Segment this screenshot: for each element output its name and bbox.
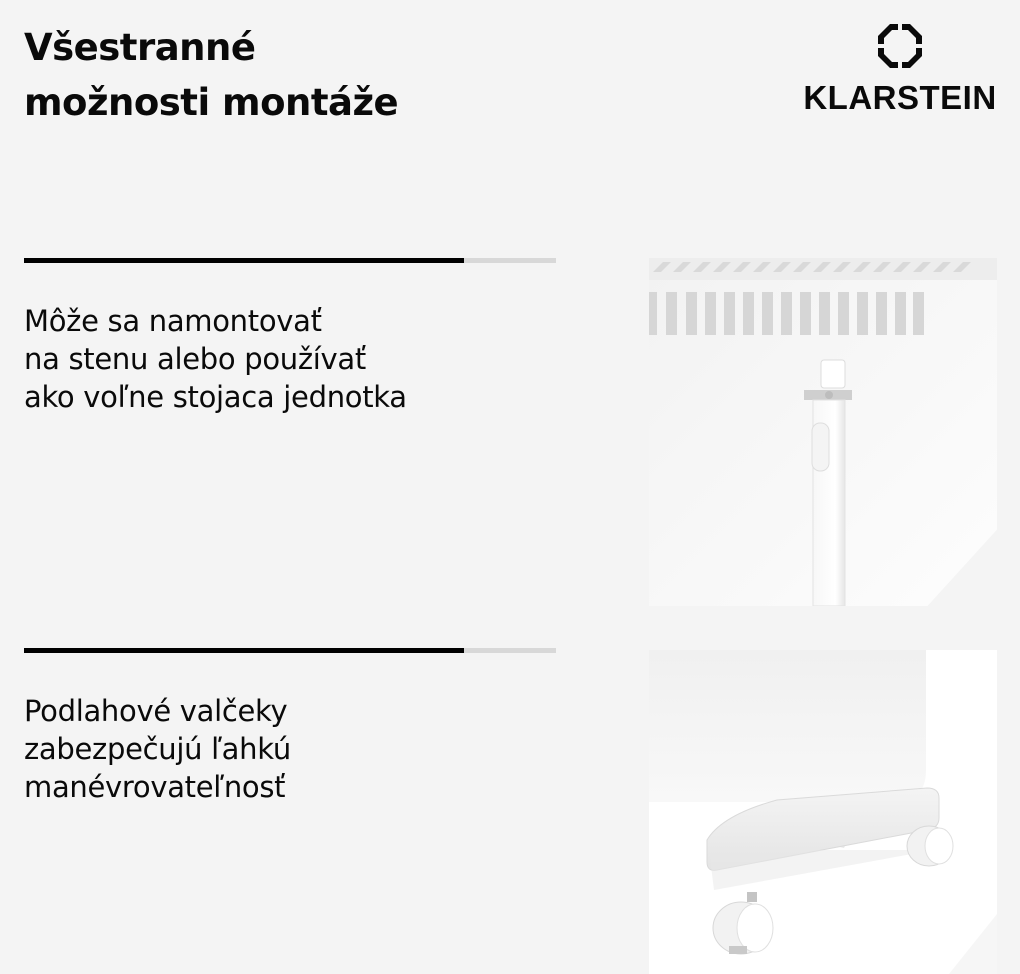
feature-2-line-1: Podlahové valčeky bbox=[24, 694, 288, 728]
heater-caster-stand-illustration bbox=[649, 650, 997, 974]
page-title bbox=[24, 20, 398, 130]
section-divider-2 bbox=[24, 648, 556, 653]
section-divider-1 bbox=[24, 258, 556, 263]
feature-1-line-3: ako voľne stojaca jednotka bbox=[24, 380, 407, 414]
section-divider-fill bbox=[24, 258, 464, 263]
feature-1-line-2: na stenu alebo používať bbox=[24, 342, 366, 376]
floor-stand-casters-photo bbox=[649, 650, 997, 974]
brand-name: KLARSTEIN bbox=[803, 79, 997, 116]
klarstein-octagon-logo-icon bbox=[876, 22, 924, 70]
feature-2-line-2: zabezpečujú ľahkú bbox=[24, 732, 291, 766]
feature-text-casters bbox=[24, 692, 291, 806]
feature-2-line-3: manévrovateľnosť bbox=[24, 770, 286, 804]
page-title-line-1: Všestranné bbox=[24, 26, 256, 69]
page-title-line-2: možnosti montáže bbox=[24, 81, 399, 124]
wall-mount-bracket-photo bbox=[649, 258, 997, 606]
brand-logo bbox=[795, 22, 1005, 116]
heater-wall-bracket-illustration bbox=[649, 258, 997, 606]
feature-text-wall-mount bbox=[24, 302, 407, 416]
feature-1-line-1: Môže sa namontovať bbox=[24, 304, 322, 338]
section-divider-fill bbox=[24, 648, 464, 653]
